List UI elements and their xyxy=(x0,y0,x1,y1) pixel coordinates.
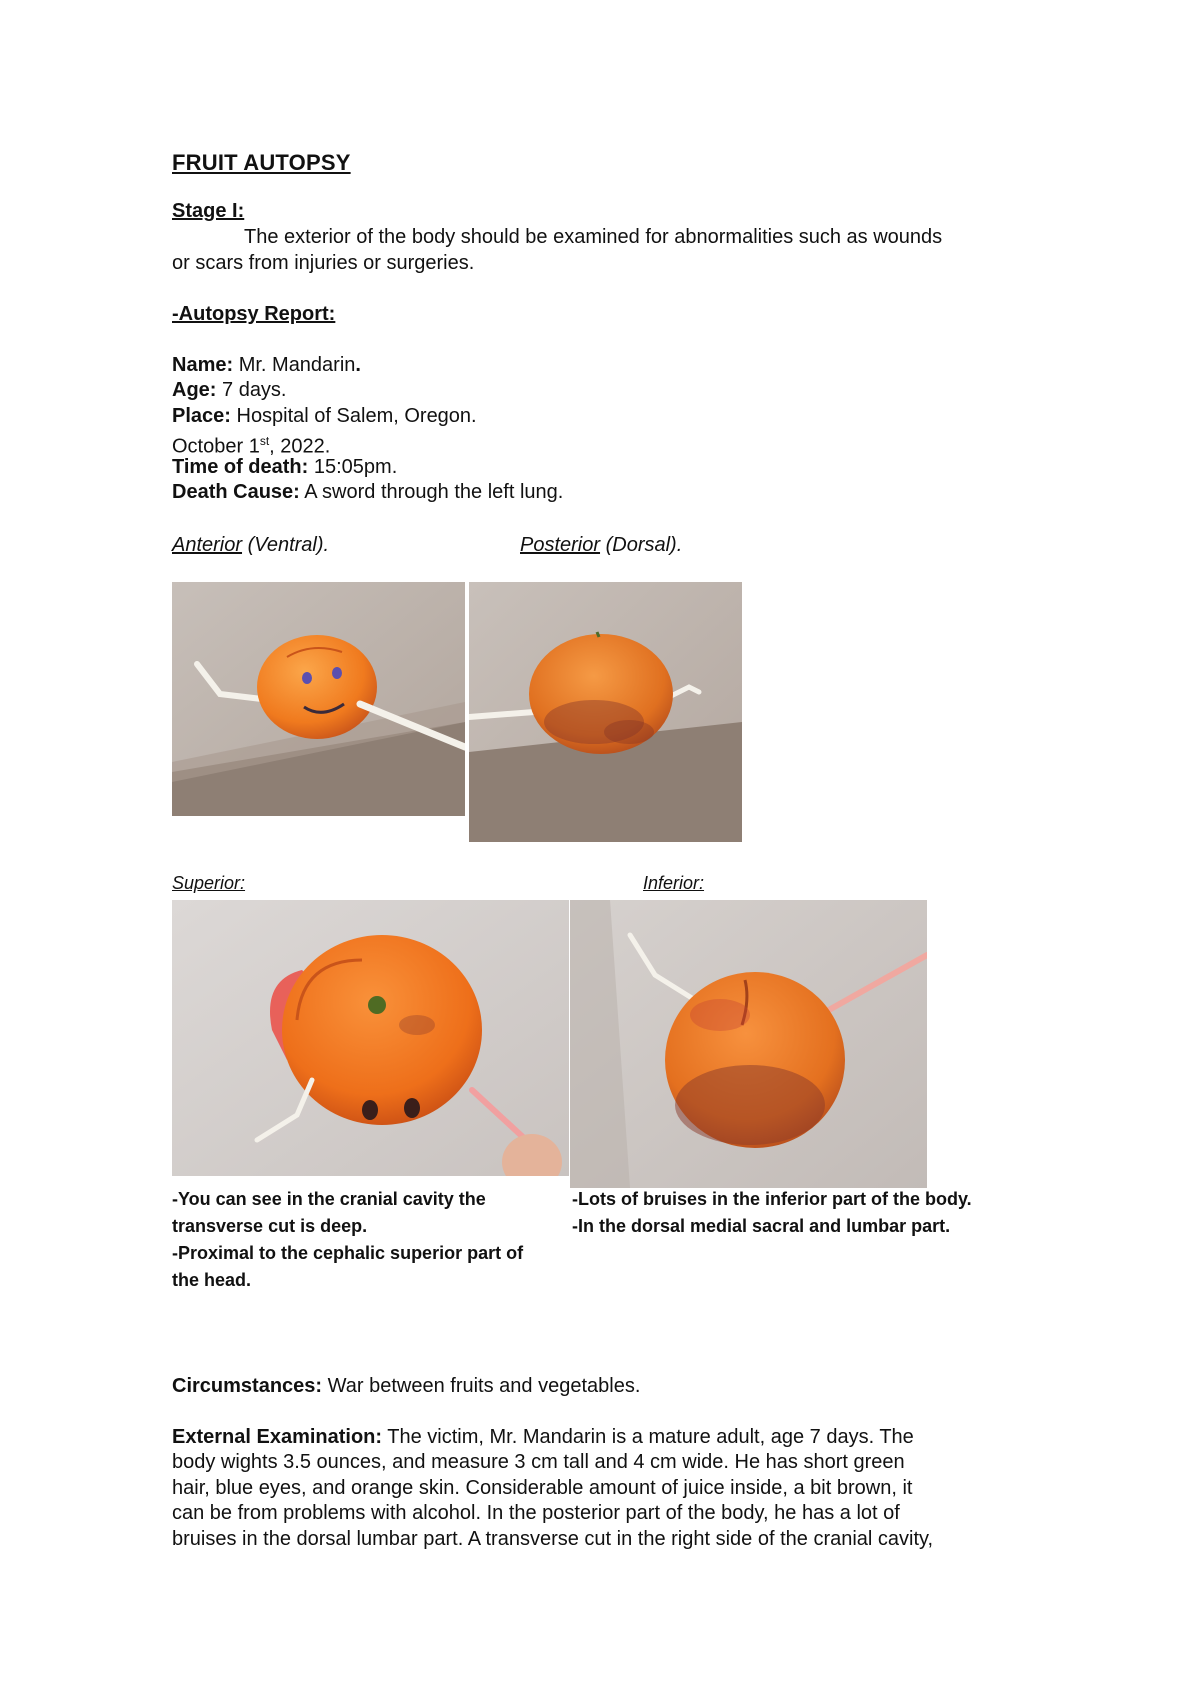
name-period: . xyxy=(355,354,361,376)
external-text-line5: bruises in the dorsal lumbar part. A transverse cut in the right side of the cranial cavity, xyxy=(172,1528,934,1550)
inferior-caption xyxy=(572,1186,972,1240)
inferior-heading xyxy=(643,871,704,896)
anterior-sub: (Ventral). xyxy=(242,534,330,556)
time-of-death-label: Time of death: xyxy=(172,456,309,478)
stage-heading: Stage I: xyxy=(172,200,245,222)
place-label: Place: xyxy=(172,405,231,427)
superior-caption-line3: -Proximal to the cephalic superior part of xyxy=(172,1243,524,1263)
date-suffix: , 2022. xyxy=(269,435,331,458)
anterior-photo xyxy=(172,582,465,816)
time-of-death-value: 15:05pm. xyxy=(308,456,398,478)
stage-text-line2: or scars from injuries or surgeries. xyxy=(172,252,475,274)
date-sup: st xyxy=(259,434,270,448)
superior-caption xyxy=(172,1186,523,1294)
time-of-death-line xyxy=(172,455,397,480)
death-cause-value: A sword through the left lung. xyxy=(299,481,564,503)
superior-heading xyxy=(172,871,245,896)
external-text-line3: hair, blue eyes, and orange skin. Considerable amount of juice inside, a bit brown, it xyxy=(172,1477,913,1499)
posterior-sub: (Dorsal). xyxy=(600,534,683,556)
inferior-caption-line1: -Lots of bruises in the inferior part of the body. xyxy=(572,1189,972,1209)
death-cause-line xyxy=(172,480,563,505)
posterior-label: Posterior xyxy=(520,534,601,556)
report-heading: -Autopsy Report: xyxy=(172,303,336,325)
inferior-photo xyxy=(570,900,927,1188)
anterior-label: Anterior xyxy=(172,534,243,556)
circumstances-value: War between fruits and vegetables. xyxy=(322,1375,641,1397)
circumstances-label: Circumstances: xyxy=(172,1375,323,1397)
place-value: Hospital of Salem, Oregon. xyxy=(230,405,477,427)
superior-photo xyxy=(172,900,569,1176)
external-line1 xyxy=(172,1425,914,1450)
age-value: 7 days. xyxy=(216,379,287,401)
page-title: FRUIT AUTOPSY xyxy=(172,150,351,175)
external-text-line4: can be from problems with alcohol. In the posterior part of the body, he has a lot of xyxy=(172,1502,900,1524)
date-prefix: October 1 xyxy=(172,435,260,458)
superior-caption-line2: transverse cut is deep. xyxy=(172,1216,368,1236)
superior-caption-line1: -You can see in the cranial cavity the xyxy=(172,1189,486,1209)
age-line xyxy=(172,378,287,403)
age-label: Age: xyxy=(172,379,217,401)
superior-caption-line4: the head. xyxy=(172,1270,252,1290)
superior-label: Superior: xyxy=(172,873,246,893)
inferior-caption-line2: -In the dorsal medial sacral and lumbar part. xyxy=(572,1216,951,1236)
name-value: Mr. Mandarin xyxy=(233,354,356,376)
circumstances-line xyxy=(172,1374,640,1399)
place-line xyxy=(172,404,477,429)
posterior-photo xyxy=(469,582,742,842)
external-text-line2: body wights 3.5 ounces, and measure 3 cm tall and 4 cm wide. He has short green xyxy=(172,1451,905,1473)
death-cause-label: Death Cause: xyxy=(172,481,300,503)
anterior-heading xyxy=(172,533,329,558)
posterior-heading xyxy=(520,533,682,558)
name-line xyxy=(172,353,361,378)
inferior-label: Inferior: xyxy=(643,873,705,893)
stage-text-line1: The exterior of the body should be examined for abnormalities such as wounds xyxy=(244,226,943,248)
external-text-line1: The victim, Mr. Mandarin is a mature adult, age 7 days. The xyxy=(382,1426,914,1448)
external-label: External Examination: xyxy=(172,1426,383,1448)
name-label: Name: xyxy=(172,354,234,376)
